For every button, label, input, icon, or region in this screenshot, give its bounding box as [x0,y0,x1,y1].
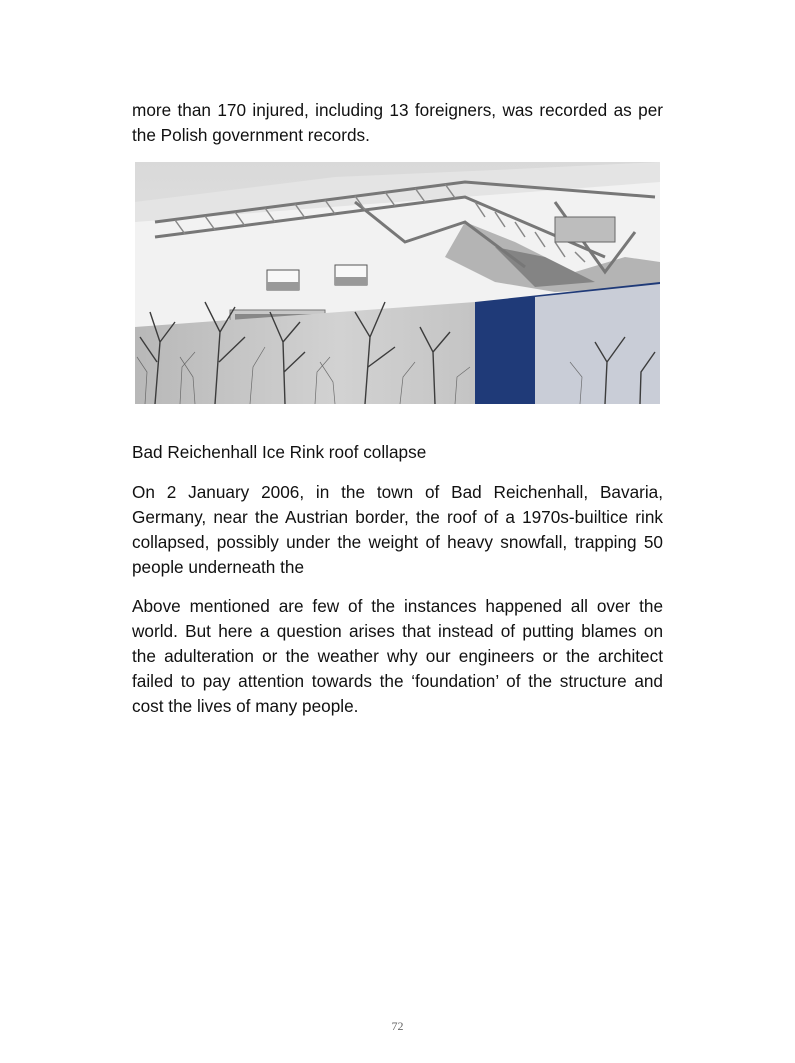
page-number: 72 [391,1019,404,1033]
collapsed-roof-photo [135,162,660,404]
paragraph-bad-reichenhall: On 2 January 2006, in the town of Bad Reichenhall, Bavaria, Germany, near the Austrian border, the roof of a 1970s-builtice rink collapsed, possibly under the weight of heavy snowfall, trapping 50 people underneath the [132,482,663,577]
paragraph-injuries: more than 170 injured, including 13 foreigners, was recorded as per the Polish government records. [132,100,663,145]
section-heading: Bad Reichenhall Ice Rink roof collapse [132,442,427,462]
paragraph-conclusion: Above mentioned are few of the instances happened all over the world. But here a question arises that instead of putting blames on the adulteration or the weather why our engineers or the architect failed to pay attention towards the ‘foundation’ of the structure and cost the lives of many people. [132,596,663,716]
